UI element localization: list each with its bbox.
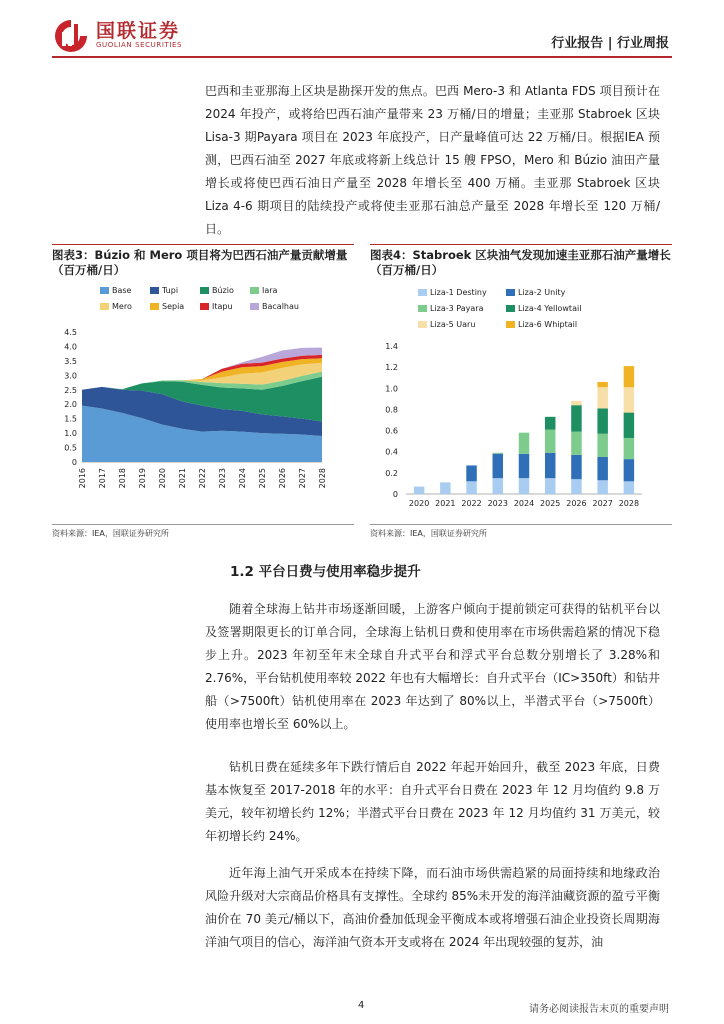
figure4-bar-segment (624, 413, 634, 438)
disclaimer-note: 请务必阅读报告末页的重要声明 (529, 1004, 669, 1015)
figure3-x-tick-label: 2020 (158, 468, 167, 489)
figure4-bar-segment (597, 480, 607, 494)
figure3-x-tick-label: 2016 (78, 468, 87, 489)
figure3-x-tick-label: 2023 (218, 468, 227, 489)
figure3-legend-swatch (200, 287, 209, 294)
figure4-bar-segment (545, 417, 555, 430)
figure4-y-tick-label: 0.2 (385, 468, 398, 478)
figure3-legend-item (250, 302, 299, 311)
figure3-x-tick-label: 2027 (298, 468, 307, 489)
figure3-legend-swatch (150, 287, 159, 294)
page-header (0, 0, 724, 62)
figure4-legend-swatch (418, 289, 427, 296)
figure3-x-tick-label: 2026 (278, 468, 287, 489)
figure3-legend-label: Bacalhau (262, 302, 299, 311)
figure3-y-tick-label: 3.0 (64, 371, 77, 381)
logo-mark-icon (52, 18, 90, 52)
figure4-legend-swatch (506, 321, 515, 328)
figure4-bar-segment (597, 434, 607, 457)
figure4-bar-segment (545, 430, 555, 453)
figure4-bar-segment (519, 454, 529, 478)
figure3-chart (52, 326, 354, 522)
figure4-legend-item (418, 304, 484, 313)
figure4-legend-swatch (418, 305, 427, 312)
figure3-legend-label: Sepia (162, 302, 185, 311)
figure3-legend-item (200, 286, 234, 295)
figure4-chart (370, 340, 672, 522)
figure3-legend-swatch (200, 303, 209, 310)
figure3-legend-swatch (250, 287, 259, 294)
figure3-legend-label: Búzio (212, 286, 234, 295)
figure3-y-tick-label: 2.0 (64, 400, 77, 410)
figure3-legend-item (100, 286, 131, 295)
figure4-bar-segment (493, 478, 503, 494)
figure3-legend-swatch (250, 303, 259, 310)
figure4-x-tick-label: 2023 (487, 499, 508, 508)
figure3-x-tick-label: 2021 (178, 468, 187, 489)
header-divider (52, 56, 672, 58)
figure4-y-tick-label: 0.4 (385, 447, 398, 457)
body-paragraph: 随着全球海上钻井市场逐渐回暖，上游客户倾向于提前锁定可获得的钻机平台以及签署期限更长的订单合同，全球海上钻机日费和使用率在市场供需趋紧的情况下稳步上升。2023 年初至年末全球自升式平台和浮式平台总数分别增长了 3.28%和 2.76%，平台钻机使用率较 2022 年也有大幅增长：自升式平台（IC>350ft）和钻井船（>7500ft）钻机使用率在 2023 年达到了 80%以上，半潜式平台（>7500ft）使用率也增长至 60%以上。 (205, 602, 660, 731)
figure4-bar-segment (624, 481, 634, 494)
figure3-y-tick-label: 4.0 (64, 342, 77, 352)
figure4-bar-segment (519, 433, 529, 454)
figure4-bar-segment (624, 366, 634, 387)
figure4-legend-label: Liza-3 Payara (430, 304, 484, 313)
figure4-legend-label: Liza-1 Destiny (430, 288, 487, 297)
figure4-title: 图表4：Stabroek 区块油气发现加速圭亚那石油产量增长（百万桶/日） (370, 248, 671, 277)
figure4-y-tick-label: 0.6 (385, 426, 398, 436)
figure4-bar-segment (440, 482, 450, 494)
figure4-legend-label: Liza-5 Uaru (430, 320, 476, 329)
figure4-legend-label: Liza-4 Yellowtail (518, 304, 582, 313)
figure4-y-tick-label: 0.8 (385, 405, 398, 415)
logo-english-name: GUOLIAN SECURITIES (96, 40, 183, 49)
figure3-top-rule (52, 244, 354, 245)
figure4-top-rule (370, 244, 672, 245)
figure3-source: 资料来源：IEA，国联证券研究所 (52, 529, 169, 538)
figure3-x-tick-label: 2025 (258, 468, 267, 489)
page-number: 4 (358, 1000, 365, 1011)
figure4-bar-segment (571, 455, 581, 479)
figure4-x-tick-label: 2027 (592, 499, 613, 508)
figure3-x-tick-label: 2022 (198, 468, 207, 489)
figure4-bar-segment (571, 479, 581, 494)
figure3-legend-swatch (150, 303, 159, 310)
figure4-legend-swatch (506, 289, 515, 296)
figure4-bar-segment (545, 453, 555, 478)
figure3-y-tick-label: 0.5 (64, 443, 77, 453)
figure4-legend-swatch (418, 321, 427, 328)
figure4-legend-item (418, 288, 487, 297)
body-paragraph: 钻机日费在延续多年下跌行情后自 2022 年起开始回升，截至 2023 年底，日费基本恢复至 2017-2018 年的水平：自升式平台日费在 2023 年 12 月均值约 9.8 万美元，较年初增长约 12%；半潜式平台日费在 2023 年 12 月均值约 31 万美元，较年初增长约 24%。 (205, 760, 660, 843)
figure4-bar-segment (493, 453, 503, 454)
figure4-bar-segment (466, 465, 476, 481)
figure3-title: 图表3：Búzio 和 Mero 项目将为巴西石油产量贡献增量（百万桶/日） (52, 248, 348, 277)
intro-paragraph: 巴西和圭亚那海上区块是勘探开发的焦点。巴西 Mero-3 和 Atlanta FDS 项目预计在 2024 年投产，或将给巴西石油产量带来 23 万桶/日的增量；圭亚那 Stabroek 区块 Lisa-3 期Payara 项目在 2023 年底投产，日产量峰值可达 22 万桶/日。根据IEA 预测，巴西石油至 2027 年底或将新上线总计 15 艘 FPSO，Mero 和 Búzio 油田产量增长或将使巴西石油日产量至 2028 年增长至 400 万桶。圭亚那 Stabroek 区块 Liza 4-6 期项目的陆续投产或将使圭亚那石油总产量至 2028 年增长至 120 万桶/日。 (205, 84, 660, 236)
figure4-bar-segment (597, 382, 607, 387)
figure3-bottom-rule (52, 524, 354, 525)
figure3-legend-label: Iara (262, 286, 278, 295)
figure3-legend-label: Base (112, 286, 132, 295)
figure3-x-tick-label: 2019 (138, 468, 147, 489)
figure4-bar-segment (624, 387, 634, 412)
figure4-y-tick-label: 1.0 (385, 384, 398, 394)
figure4-x-tick-label: 2024 (513, 499, 535, 508)
section-heading: 1.2 平台日费与使用率稳步提升 (230, 564, 421, 580)
figure4-x-tick-label: 2025 (540, 499, 561, 508)
figure3-legend-item (200, 302, 233, 311)
figure4-bar-segment (414, 487, 424, 494)
figure3-legend (52, 286, 354, 326)
figure4-legend-item (506, 320, 577, 329)
figure4-y-tick-label: 1.2 (385, 363, 398, 373)
report-category: 行业报告 | 行业周报 (551, 36, 669, 51)
figure4-legend-swatch (506, 305, 515, 312)
figure4-bar-segment (571, 401, 581, 405)
figure4-x-tick-label: 2022 (461, 499, 482, 508)
figure4-source: 资料来源：IEA，国联证券研究所 (370, 529, 487, 538)
figure4-y-tick-label: 1.4 (385, 342, 398, 351)
figure3-x-tick-label: 2018 (118, 468, 127, 489)
figure4-legend-item (506, 304, 581, 313)
figure3-legend-item (250, 286, 277, 295)
logo-chinese-name: 国联证券 (96, 19, 181, 42)
figure3-x-tick-label: 2024 (238, 468, 247, 489)
figure4-x-tick-label: 2028 (618, 499, 640, 508)
figure4-x-tick-label: 2021 (435, 499, 456, 508)
figure4-legend-label: Liza-2 Unity (518, 288, 566, 297)
figure4-bar-segment (597, 387, 607, 408)
figure4-legend-item (418, 320, 475, 329)
figure4-bar-segment (624, 438, 634, 459)
figure3-y-tick-label: 0 (71, 458, 77, 467)
figure4-bar-segment (571, 405, 581, 431)
figure4-bar-segment (466, 481, 476, 494)
figure3-y-tick-label: 4.5 (64, 328, 77, 337)
figure4-bar-segment (624, 459, 634, 481)
figure4-legend (370, 288, 672, 338)
figure3-x-tick-label: 2017 (98, 468, 107, 489)
company-logo (52, 18, 182, 52)
figure3-x-tick-label: 2028 (318, 468, 327, 489)
figure3-legend-label: Mero (112, 302, 132, 311)
figure4-legend-label: Liza-6 Whiptail (518, 320, 578, 329)
figure3-y-tick-label: 2.5 (64, 385, 77, 395)
figure3-legend-label: Tupi (162, 286, 179, 295)
figure3-legend-swatch (100, 303, 109, 310)
figure4-bar-segment (493, 454, 503, 478)
figure4-bar-segment (597, 457, 607, 480)
figure4-bottom-rule (370, 524, 672, 525)
figure4-y-tick-label: 0 (392, 490, 398, 499)
figure3-y-tick-label: 1.5 (64, 414, 77, 424)
figure3-y-tick-label: 1.0 (64, 429, 77, 439)
figure3-legend-swatch (100, 287, 109, 294)
figure4-bar-segment (597, 408, 607, 433)
figure4-bar-segment (571, 432, 581, 455)
figure4-bar-segment (519, 478, 529, 494)
figure3-legend-item (150, 286, 178, 295)
figure4-legend-item (506, 288, 565, 297)
figure3-y-tick-label: 3.5 (64, 356, 77, 366)
figure3-legend-item (150, 302, 184, 311)
figure4-x-tick-label: 2020 (408, 499, 430, 508)
figure3-legend-item (100, 302, 132, 311)
figure3-legend-label: Itapu (212, 302, 233, 311)
figure4-bar-segment (545, 478, 555, 494)
body-paragraph: 近年海上油气开采成本在持续下降，而石油市场供需趋紧的局面持续和地缘政治风险升级对大宗商品价格具有支撑性。全球约 85%未开发的海洋油藏资源的盈亏平衡油价在 70 美元/桶以下，高油价叠加低现金平衡成本或将增强石油企业投资长周期海洋油气项目的信心，海洋油气资本开支或将在 2024 年出现较强的复苏，油 (205, 866, 660, 949)
figure4-x-tick-label: 2026 (566, 499, 587, 508)
